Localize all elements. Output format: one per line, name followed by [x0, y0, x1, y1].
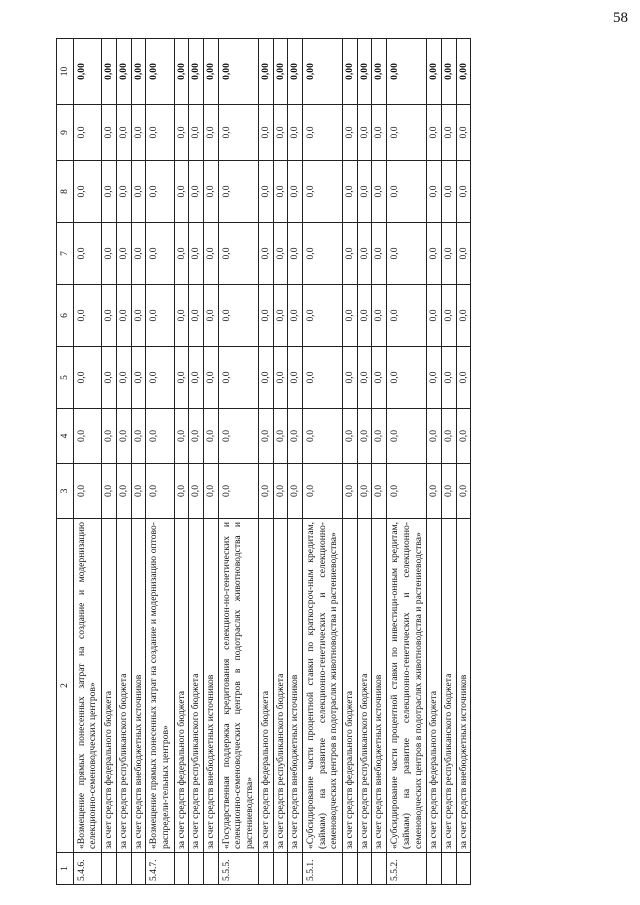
value-cell: 0,0: [288, 464, 303, 519]
table-row: [102, 39, 117, 885]
value-cell: 0,0: [441, 161, 456, 223]
row-code: 5.5.1.: [302, 853, 342, 885]
column-header: 2: [57, 519, 74, 853]
value-cell: 0,0: [146, 464, 174, 519]
value-cell: 0,0: [343, 464, 358, 519]
row-name: за счет средств республиканского бюджета: [116, 519, 131, 853]
value-cell: 0,0: [427, 347, 442, 409]
value-cell: 0,0: [456, 223, 471, 285]
table-row: [372, 39, 387, 885]
row-code: 5.4.6.: [73, 853, 101, 885]
value-cell: 0,0: [273, 285, 288, 347]
table-row: [343, 39, 358, 885]
value-cell: 0,00: [302, 39, 342, 105]
value-cell: 0,00: [116, 39, 131, 105]
value-cell: 0,0: [174, 285, 189, 347]
value-cell: 0,0: [302, 161, 342, 223]
table-row: [302, 39, 342, 885]
page-number: 58: [613, 10, 628, 26]
value-cell: 0,0: [372, 347, 387, 409]
row-name: за счет средств федерального бюджета: [427, 519, 442, 853]
table-row: [218, 39, 258, 885]
value-cell: 0,0: [73, 105, 101, 161]
value-cell: 0,0: [288, 161, 303, 223]
value-cell: 0,0: [357, 105, 372, 161]
value-cell: 0,00: [387, 39, 427, 105]
value-cell: 0,0: [189, 105, 204, 161]
value-cell: 0,0: [357, 285, 372, 347]
value-cell: 0,0: [174, 347, 189, 409]
value-cell: 0,0: [131, 223, 146, 285]
value-cell: 0,0: [387, 161, 427, 223]
value-cell: 0,0: [116, 347, 131, 409]
value-cell: 0,0: [357, 223, 372, 285]
column-header: 1: [57, 853, 74, 885]
table-row: [456, 39, 471, 885]
row-code: [174, 853, 189, 885]
value-cell: 0,0: [116, 464, 131, 519]
value-cell: 0,0: [387, 223, 427, 285]
value-cell: 0,0: [189, 347, 204, 409]
row-name: за счет средств внебюджетных источников: [288, 519, 303, 853]
row-code: [288, 853, 303, 885]
value-cell: 0,0: [372, 285, 387, 347]
value-cell: 0,0: [189, 409, 204, 464]
row-name: за счет средств федерального бюджета: [343, 519, 358, 853]
value-cell: 0,0: [218, 347, 258, 409]
row-code: 5.4.7.: [146, 853, 174, 885]
value-cell: 0,00: [372, 39, 387, 105]
value-cell: 0,0: [456, 161, 471, 223]
table-row: [116, 39, 131, 885]
value-cell: 0,0: [131, 105, 146, 161]
value-cell: 0,0: [258, 464, 273, 519]
value-cell: 0,0: [441, 223, 456, 285]
value-cell: 0,0: [288, 285, 303, 347]
row-code: [441, 853, 456, 885]
value-cell: 0,0: [357, 161, 372, 223]
value-cell: 0,0: [189, 464, 204, 519]
value-cell: 0,0: [146, 105, 174, 161]
table-header-row: [57, 39, 74, 885]
value-cell: 0,0: [189, 223, 204, 285]
value-cell: 0,0: [204, 161, 219, 223]
value-cell: 0,0: [146, 223, 174, 285]
row-code: [372, 853, 387, 885]
table-body: [73, 39, 471, 885]
value-cell: 0,00: [273, 39, 288, 105]
value-cell: 0,0: [427, 285, 442, 347]
value-cell: 0,0: [372, 464, 387, 519]
value-cell: 0,0: [218, 161, 258, 223]
row-code: [116, 853, 131, 885]
value-cell: 0,00: [73, 39, 101, 105]
value-cell: 0,0: [174, 464, 189, 519]
row-name: «Государственная поддержка кредитования селекцион-но-генетических и селекционно-семеноводческих центров в подотраслях животноводства и растениеводства»: [218, 519, 258, 853]
value-cell: 0,0: [218, 223, 258, 285]
table-row: [288, 39, 303, 885]
row-name: «Возмещение прямых понесенных затрат на создание и модернизацию селекционно-семеноводческих центров»: [73, 519, 101, 853]
value-cell: 0,0: [204, 347, 219, 409]
row-code: [273, 853, 288, 885]
value-cell: 0,0: [343, 409, 358, 464]
value-cell: 0,0: [288, 223, 303, 285]
value-cell: 0,0: [146, 161, 174, 223]
row-name: «Субсидирование части процентной ставки по краткосроч-ным кредитам, (займам) на развитие селекционно-генетических и селекционно-семеноводческих центров в подотраслях животноводства и растениеводства»: [302, 519, 342, 853]
value-cell: 0,00: [102, 39, 117, 105]
budget-table: [56, 38, 471, 885]
column-header: 4: [57, 409, 74, 464]
table-row: [131, 39, 146, 885]
value-cell: 0,0: [441, 464, 456, 519]
value-cell: 0,0: [73, 285, 101, 347]
value-cell: 0,0: [372, 105, 387, 161]
value-cell: 0,0: [387, 105, 427, 161]
value-cell: 0,00: [131, 39, 146, 105]
table-row: [273, 39, 288, 885]
column-header: 6: [57, 285, 74, 347]
value-cell: 0,0: [258, 347, 273, 409]
value-cell: 0,0: [258, 223, 273, 285]
value-cell: 0,0: [456, 285, 471, 347]
value-cell: 0,0: [102, 347, 117, 409]
value-cell: 0,0: [116, 285, 131, 347]
value-cell: 0,00: [146, 39, 174, 105]
value-cell: 0,0: [343, 347, 358, 409]
value-cell: 0,0: [302, 223, 342, 285]
value-cell: 0,0: [343, 105, 358, 161]
value-cell: 0,0: [456, 105, 471, 161]
value-cell: 0,00: [343, 39, 358, 105]
value-cell: 0,0: [189, 161, 204, 223]
value-cell: 0,0: [441, 285, 456, 347]
column-header: 3: [57, 464, 74, 519]
value-cell: 0,00: [456, 39, 471, 105]
value-cell: 0,0: [116, 223, 131, 285]
value-cell: 0,0: [372, 161, 387, 223]
value-cell: 0,0: [273, 223, 288, 285]
row-name: за счет средств внебюджетных источников: [204, 519, 219, 853]
row-name: за счет средств федерального бюджета: [174, 519, 189, 853]
value-cell: 0,00: [441, 39, 456, 105]
value-cell: 0,0: [456, 464, 471, 519]
value-cell: 0,0: [302, 347, 342, 409]
value-cell: 0,0: [204, 105, 219, 161]
row-code: [204, 853, 219, 885]
table-row: [258, 39, 273, 885]
value-cell: 0,0: [73, 464, 101, 519]
table-row: [189, 39, 204, 885]
value-cell: 0,00: [258, 39, 273, 105]
value-cell: 0,0: [258, 409, 273, 464]
value-cell: 0,0: [288, 409, 303, 464]
value-cell: 0,0: [427, 464, 442, 519]
row-name: за счет средств республиканского бюджета: [357, 519, 372, 853]
value-cell: 0,0: [102, 105, 117, 161]
column-header: 5: [57, 347, 74, 409]
value-cell: 0,00: [288, 39, 303, 105]
value-cell: 0,0: [273, 347, 288, 409]
value-cell: 0,0: [258, 285, 273, 347]
value-cell: 0,00: [427, 39, 442, 105]
value-cell: 0,0: [456, 409, 471, 464]
value-cell: 0,0: [218, 285, 258, 347]
value-cell: 0,0: [102, 464, 117, 519]
value-cell: 0,0: [102, 285, 117, 347]
value-cell: 0,0: [387, 347, 427, 409]
value-cell: 0,0: [302, 409, 342, 464]
row-code: [456, 853, 471, 885]
value-cell: 0,0: [343, 285, 358, 347]
value-cell: 0,0: [174, 105, 189, 161]
row-code: 5.5.5.: [218, 853, 258, 885]
value-cell: 0,0: [387, 409, 427, 464]
value-cell: 0,0: [204, 285, 219, 347]
value-cell: 0,0: [441, 347, 456, 409]
value-cell: 0,0: [258, 161, 273, 223]
table-row: [73, 39, 101, 885]
value-cell: 0,0: [427, 409, 442, 464]
row-name: за счет средств республиканского бюджета: [441, 519, 456, 853]
table-row: [387, 39, 427, 885]
value-cell: 0,0: [357, 464, 372, 519]
row-code: [189, 853, 204, 885]
value-cell: 0,0: [174, 161, 189, 223]
value-cell: 0,0: [131, 464, 146, 519]
row-name: за счет средств республиканского бюджета: [189, 519, 204, 853]
value-cell: 0,0: [189, 285, 204, 347]
row-name: «Возмещение прямых понесенных затрат на создание и модернизацию оптово-распредели-тельных центров»: [146, 519, 174, 853]
row-name: за счет средств федерального бюджета: [102, 519, 117, 853]
value-cell: 0,0: [204, 223, 219, 285]
row-name: за счет средств республиканского бюджета: [273, 519, 288, 853]
value-cell: 0,0: [387, 464, 427, 519]
value-cell: 0,0: [116, 105, 131, 161]
value-cell: 0,0: [273, 161, 288, 223]
column-header: 10: [57, 39, 74, 105]
table-row: [427, 39, 442, 885]
column-header: 7: [57, 223, 74, 285]
value-cell: 0,0: [146, 347, 174, 409]
value-cell: 0,0: [174, 409, 189, 464]
value-cell: 0,0: [343, 161, 358, 223]
value-cell: 0,0: [73, 223, 101, 285]
value-cell: 0,0: [357, 347, 372, 409]
row-name: за счет средств внебюджетных источников: [372, 519, 387, 853]
row-name: за счет средств внебюджетных источников: [456, 519, 471, 853]
value-cell: 0,0: [343, 223, 358, 285]
value-cell: 0,0: [456, 347, 471, 409]
value-cell: 0,0: [131, 409, 146, 464]
table-row: [441, 39, 456, 885]
value-cell: 0,0: [146, 285, 174, 347]
value-cell: 0,0: [204, 464, 219, 519]
value-cell: 0,0: [73, 347, 101, 409]
value-cell: 0,00: [189, 39, 204, 105]
value-cell: 0,0: [131, 347, 146, 409]
value-cell: 0,0: [302, 285, 342, 347]
value-cell: 0,0: [288, 105, 303, 161]
column-header: 8: [57, 161, 74, 223]
value-cell: 0,0: [218, 464, 258, 519]
value-cell: 0,0: [131, 285, 146, 347]
row-code: [427, 853, 442, 885]
value-cell: 0,0: [116, 161, 131, 223]
value-cell: 0,0: [273, 409, 288, 464]
table-row: [357, 39, 372, 885]
table-row: [174, 39, 189, 885]
value-cell: 0,0: [441, 409, 456, 464]
row-code: [258, 853, 273, 885]
value-cell: 0,0: [288, 347, 303, 409]
value-cell: 0,0: [372, 223, 387, 285]
value-cell: 0,0: [131, 161, 146, 223]
value-cell: 0,0: [273, 105, 288, 161]
value-cell: 0,00: [204, 39, 219, 105]
value-cell: 0,0: [102, 161, 117, 223]
table-row: [146, 39, 174, 885]
value-cell: 0,0: [427, 223, 442, 285]
value-cell: 0,0: [273, 464, 288, 519]
value-cell: 0,0: [441, 105, 456, 161]
value-cell: 0,0: [73, 161, 101, 223]
value-cell: 0,0: [102, 223, 117, 285]
value-cell: 0,0: [73, 409, 101, 464]
value-cell: 0,0: [302, 464, 342, 519]
row-code: 5.5.2.: [387, 853, 427, 885]
row-code: [131, 853, 146, 885]
table-row: [204, 39, 219, 885]
value-cell: 0,00: [357, 39, 372, 105]
row-code: [102, 853, 117, 885]
value-cell: 0,0: [204, 409, 219, 464]
value-cell: 0,0: [357, 409, 372, 464]
rotated-table-container: [56, 39, 584, 885]
value-cell: 0,0: [427, 161, 442, 223]
row-name: за счет средств внебюджетных источников: [131, 519, 146, 853]
row-code: [357, 853, 372, 885]
value-cell: 0,0: [218, 409, 258, 464]
value-cell: 0,0: [372, 409, 387, 464]
value-cell: 0,0: [427, 105, 442, 161]
column-header: 9: [57, 105, 74, 161]
value-cell: 0,0: [258, 105, 273, 161]
row-name: за счет средств федерального бюджета: [258, 519, 273, 853]
value-cell: 0,0: [218, 105, 258, 161]
value-cell: 0,0: [387, 285, 427, 347]
value-cell: 0,00: [174, 39, 189, 105]
value-cell: 0,0: [146, 409, 174, 464]
value-cell: 0,0: [116, 409, 131, 464]
value-cell: 0,0: [302, 105, 342, 161]
value-cell: 0,00: [218, 39, 258, 105]
row-code: [343, 853, 358, 885]
value-cell: 0,0: [174, 223, 189, 285]
row-name: «Субсидирование части процентной ставки по инвестици-онным кредитам, (займам) на развитие селекционно-генетических и селекционно-семеноводческих центров в подотраслях животноводства и растениеводства»: [387, 519, 427, 853]
value-cell: 0,0: [102, 409, 117, 464]
